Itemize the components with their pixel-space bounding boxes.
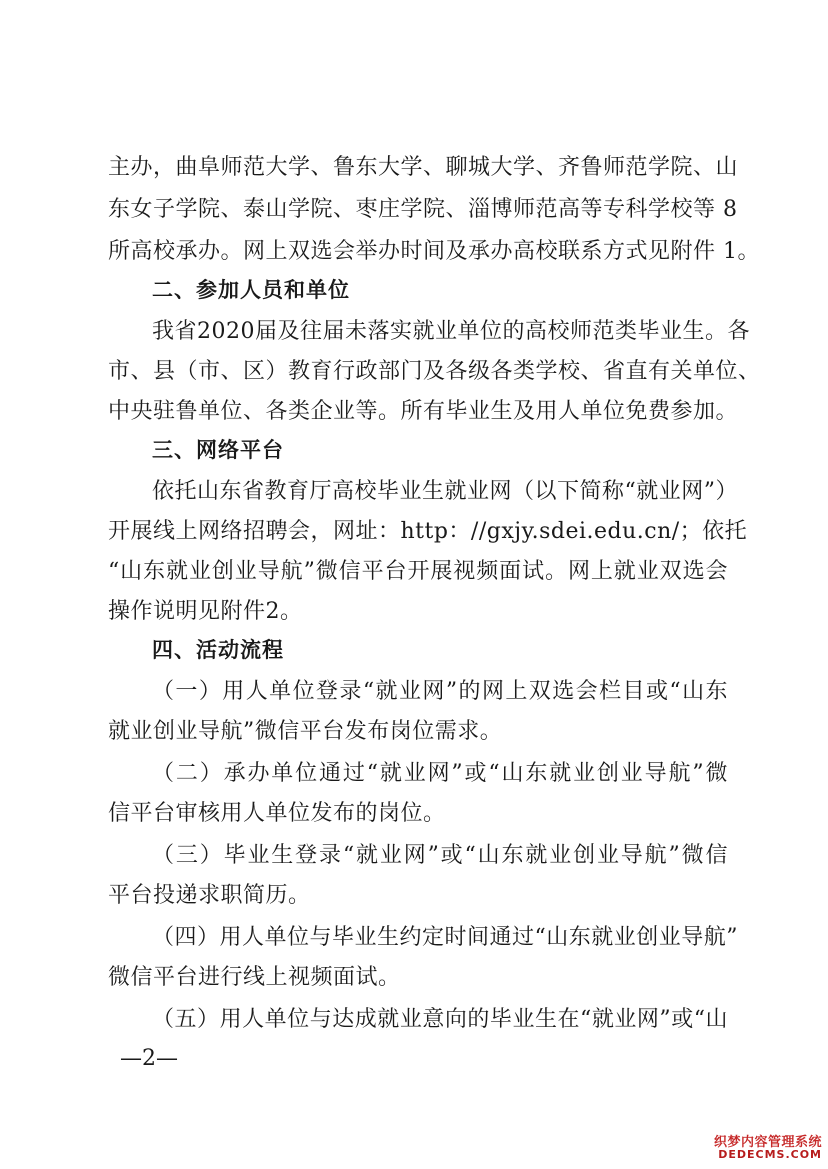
paragraph-line: 我省2020届及往届未落实就业单位的高校师范类毕业生。各 (152, 319, 750, 344)
paragraph-line: （三）毕业生登录“就业网”或“山东就业创业导航”微信 (152, 843, 728, 868)
paragraph-line: （一）用人单位登录“就业网”的网上双选会栏目或“山东 (152, 679, 728, 704)
paragraph-line: 东女子学院、泰山学院、枣庄学院、淄博师范高等专科学校等 8 (108, 197, 738, 222)
section-heading: 三、网络平台 (152, 438, 284, 462)
paragraph-line: 开展线上网络招聘会，网址：http：//gxjy.sdei.edu.cn/；依托 (108, 519, 748, 544)
paragraph-line: 市、县（市、区）教育行政部门及各级各类学校、省直有关单位、 (108, 359, 761, 384)
paragraph-line: 就业创业导航”微信平台发布岗位需求。 (108, 719, 503, 744)
paragraph-line: （二）承办单位通过“就业网”或“山东就业创业导航”微 (152, 761, 728, 786)
paragraph-line: （五）用人单位与达成就业意向的毕业生在“就业网”或“山 (152, 1007, 728, 1032)
paragraph-line: 信平台审核用人单位发布的岗位。 (108, 801, 446, 826)
paragraph-line: 微信平台进行线上视频面试。 (108, 965, 401, 990)
paragraph-line: 中央驻鲁单位、各类企业等。所有毕业生及用人单位免费参加。 (108, 399, 739, 424)
section-heading: 四、活动流程 (152, 638, 284, 662)
watermark (714, 1136, 822, 1161)
paragraph-line: “山东就业创业导航”微信平台开展视频面试。网上就业双选会 (108, 559, 728, 584)
paragraph-line: 主办，曲阜师范大学、鲁东大学、聊城大学、齐鲁师范学院、山 (108, 155, 739, 180)
paragraph-line: 操作说明见附件2。 (108, 599, 303, 624)
paragraph-line: 依托山东省教育厅高校毕业生就业网（以下简称“就业网”） (152, 479, 738, 504)
paragraph-line: （四）用人单位与毕业生约定时间通过“山东就业创业导航” (152, 925, 738, 950)
section-heading: 二、参加人员和单位 (152, 278, 350, 302)
watermark-title: 织梦内容管理系统 (713, 1134, 822, 1150)
paragraph-line: 平台投递求职简历。 (108, 883, 311, 908)
page-number: —2— (120, 1046, 178, 1071)
watermark-domain: DEDECMS.COM (718, 1148, 822, 1162)
paragraph-line: 所高校承办。网上双选会举办时间及承办高校联系方式见附件 1。 (108, 239, 760, 264)
